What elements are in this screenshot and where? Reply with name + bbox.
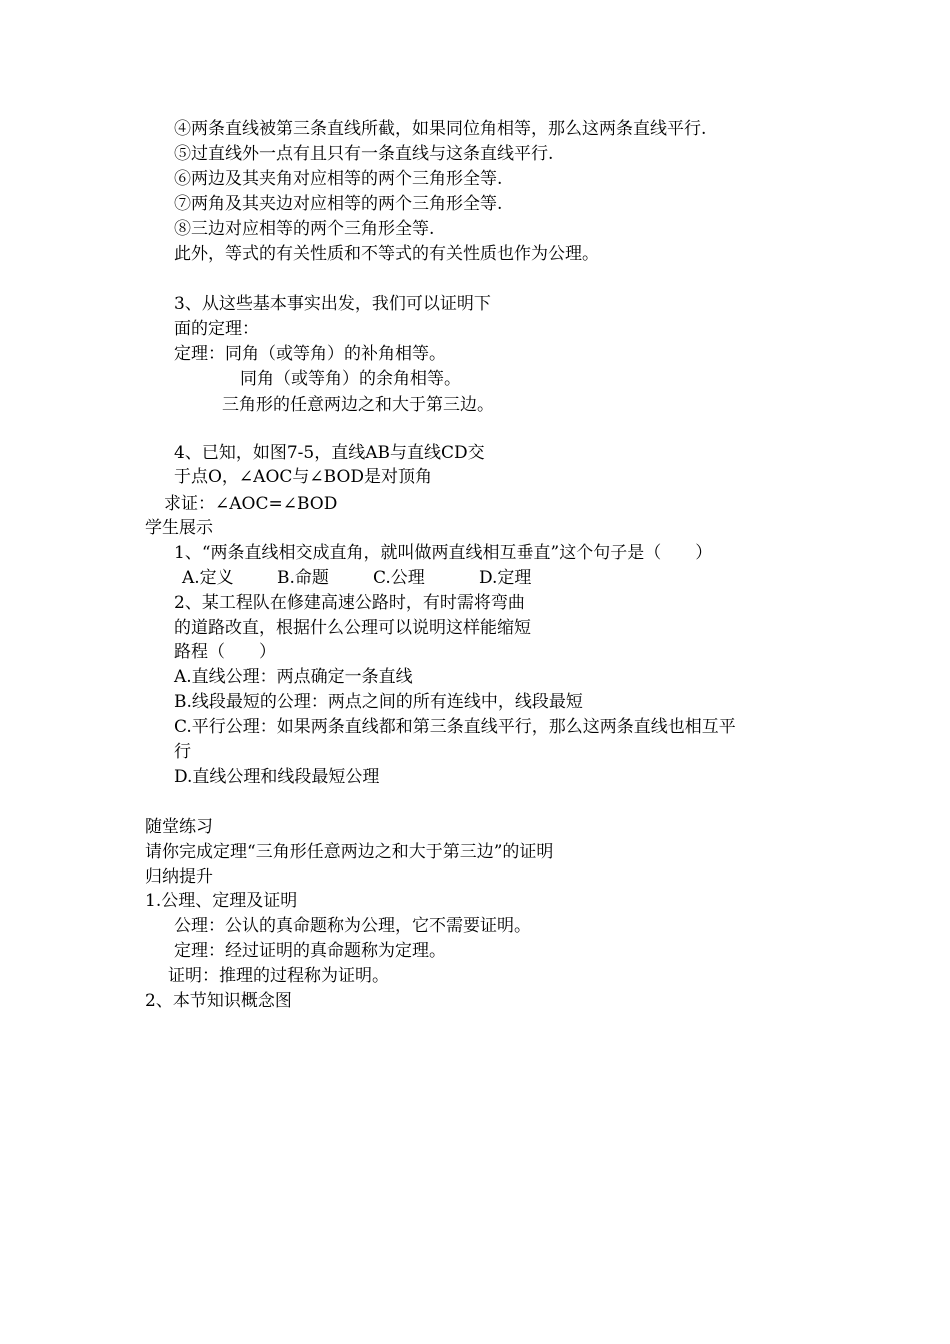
axiom-4: ④两条直线被第三条直线所截，如果同位角相等，那么这两条直线平行. bbox=[174, 119, 707, 139]
section4-line2: 于点O，∠AOC与∠BOD是对顶角 bbox=[174, 467, 433, 487]
question-2-option-c: C.平行公理：如果两条直线都和第三条直线平行，那么这两条直线也相互平 bbox=[174, 717, 736, 737]
axiom-6: ⑥两边及其夹角对应相等的两个三角形全等. bbox=[174, 169, 503, 189]
definition-proof: 证明：推理的过程称为证明。 bbox=[168, 966, 389, 986]
question-1-choices bbox=[182, 566, 531, 590]
summary-heading: 归纳提升 bbox=[145, 867, 213, 887]
question-2-line1: 2、某工程队在修建高速公路时，有时需将弯曲 bbox=[174, 593, 525, 613]
question-2-option-d: D.直线公理和线段最短公理 bbox=[174, 767, 380, 787]
section4-prove: 求证：∠AOC=∠BOD bbox=[164, 494, 338, 514]
question-2-line3: 路程（ ） bbox=[174, 642, 276, 662]
section4-line1: 4、已知，如图7-5，直线AB与直线CD交 bbox=[174, 443, 485, 463]
student-heading: 学生展示 bbox=[145, 518, 213, 538]
section3-line2: 面的定理： bbox=[174, 319, 259, 339]
axiom-extra: 此外，等式的有关性质和不等式的有关性质也作为公理。 bbox=[174, 244, 599, 264]
question-2-option-a: A.直线公理：两点确定一条直线 bbox=[174, 667, 413, 687]
practice-heading: 随堂练习 bbox=[145, 817, 213, 837]
choice-d: D.定理 bbox=[479, 568, 532, 588]
question-2-option-b: B.线段最短的公理：两点之间的所有连线中，线段最短 bbox=[174, 692, 583, 712]
theorem-supplement: 定理：同角（或等角）的补角相等。 bbox=[174, 344, 446, 364]
section3-line1: 3、从这些基本事实出发，我们可以证明下 bbox=[174, 294, 491, 314]
question-2-line2: 的道路改直，根据什么公理可以说明这样能缩短 bbox=[174, 618, 531, 638]
summary-item-1: 1.公理、定理及证明 bbox=[145, 891, 298, 911]
summary-item-2: 2、本节知识概念图 bbox=[145, 991, 292, 1011]
choice-a: A.定义 bbox=[182, 568, 234, 588]
practice-text: 请你完成定理“三角形任意两边之和大于第三边”的证明 bbox=[145, 842, 554, 862]
question-1: 1、“两条直线相交成直角，就叫做两直线相互垂直”这个句子是（ ） bbox=[174, 543, 713, 563]
definition-axiom: 公理：公认的真命题称为公理，它不需要证明。 bbox=[174, 916, 531, 936]
axiom-7: ⑦两角及其夹边对应相等的两个三角形全等. bbox=[174, 194, 503, 214]
definition-theorem: 定理：经过证明的真命题称为定理。 bbox=[174, 941, 446, 961]
choice-b: B.命题 bbox=[277, 568, 329, 588]
theorem-complement: 同角（或等角）的余角相等。 bbox=[240, 369, 461, 389]
choice-c: C.公理 bbox=[373, 568, 425, 588]
theorem-triangle: 三角形的任意两边之和大于第三边。 bbox=[222, 395, 494, 415]
axiom-8: ⑧三边对应相等的两个三角形全等. bbox=[174, 219, 435, 239]
axiom-5: ⑤过直线外一点有且只有一条直线与这条直线平行. bbox=[174, 144, 554, 164]
question-2-option-c-cont: 行 bbox=[174, 742, 191, 762]
